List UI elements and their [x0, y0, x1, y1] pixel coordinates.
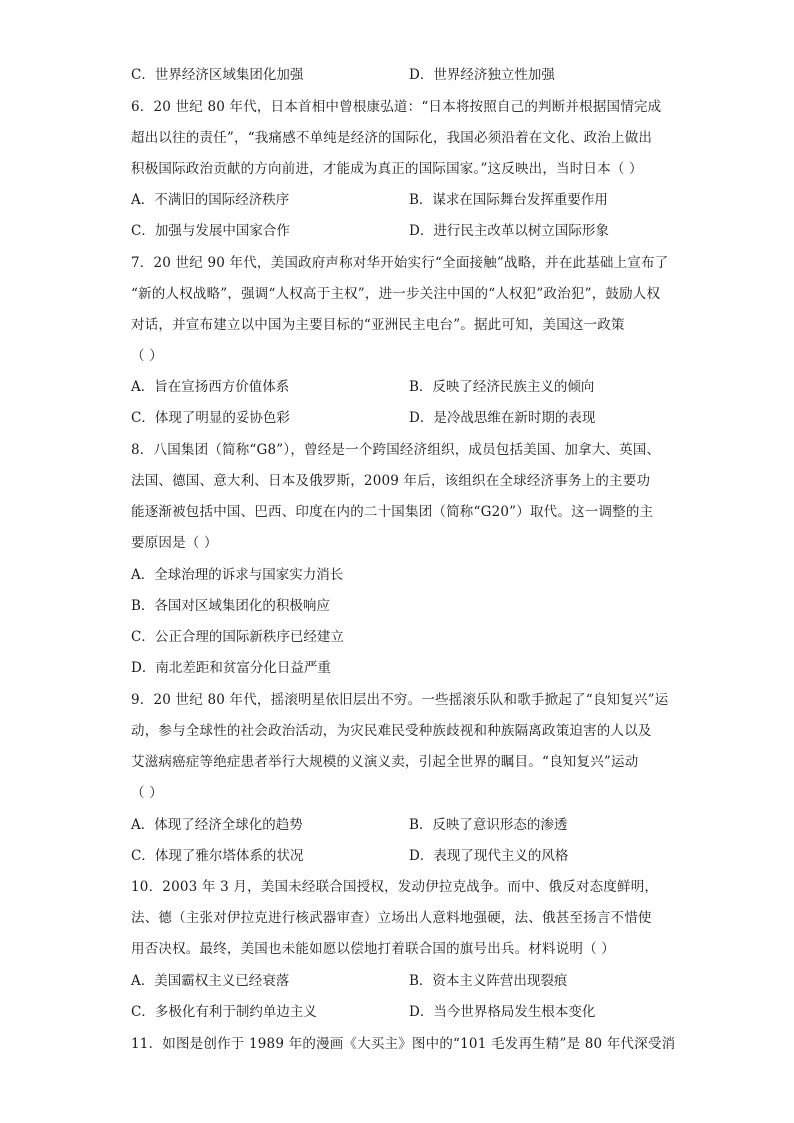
q7-option-c: C．体现了明显的妥协色彩 [131, 410, 290, 426]
q6-stem-line-2: 超出以往的责任”，“我痛感不单纯是经济的国际化，我国必须沿着在文化、政治上做出 [131, 130, 653, 146]
q8-option-b: B．各国对区域集团化的积极响应 [131, 598, 330, 614]
q6-option-d: D．进行民主改革以树立国际形象 [409, 223, 609, 239]
q10-stem-line-2: 法、德（主张对伊拉克进行核武器审查）立场出人意料地强硬，法、俄甚至扬言不惜使 [131, 910, 652, 926]
q6-option-a: A．不满旧的国际经济秩序 [131, 192, 290, 208]
q9-stem-line-2: 动，参与全球性的社会政治活动，为灾民难民受种族歧视和种族隔离政策迫害的人以及 [131, 723, 652, 739]
q7-stem-line-3: 对话，并宣布建立以中国为主要目标的“亚洲民主电台”。据此可知，美国这一政策 [131, 317, 625, 333]
q5-option-c: C．世界经济区域集团化加强 [131, 67, 304, 83]
q10-option-b: B．资本主义阵营出现裂痕 [409, 973, 568, 989]
q8-stem-line-2: 法国、德国、意大利、日本及俄罗斯，2009 年后，该组织在全球经济事务上的主要功 [131, 473, 651, 489]
q10-stem-line-1: 10．2003 年 3 月，美国未经联合国授权，发动伊拉克战争。而中、俄反对态度鲜明， [131, 879, 659, 895]
q7-option-a: A．旨在宣扬西方价值体系 [131, 379, 290, 395]
q10-option-a: A．美国霸权主义已经衰落 [131, 973, 290, 989]
q8-stem-line-4: 要原因是（ ） [131, 535, 218, 551]
q7-stem-line-2: “新的人权战略”，强调“人权高于主权”，进一步关注中国的“人权犯”政治犯”，鼓励人权 [131, 286, 661, 302]
q9-stem-line-4: （ ） [131, 785, 163, 801]
q7-stem-line-4: （ ） [131, 348, 163, 364]
q9-stem-line-3: 艾滋病癌症等绝症患者举行大规模的义演义卖，引起全世界的瞩目。“良知复兴”运动 [131, 754, 639, 770]
q5-option-d: D．世界经济独立性加强 [409, 67, 555, 83]
q9-option-a: A．体现了经济全球化的趋势 [131, 817, 303, 833]
q10-stem-line-3: 用否决权。最终，美国也未能如愿以偿地打着联合国的旗号出兵。材料说明（ ） [131, 941, 615, 957]
q7-option-d: D．是冷战思维在新时期的表现 [409, 410, 596, 426]
q9-option-d: D．表现了现代主义的风格 [409, 848, 569, 864]
q8-stem-line-3: 能逐渐被包括中国、巴西、印度在内的二十国集团（简称“G20”）取代。这一调整的主 [131, 504, 654, 520]
q8-option-d: D．南北差距和贫富分化日益严重 [131, 660, 331, 676]
q10-option-d: D．当今世界格局发生根本变化 [409, 1004, 596, 1020]
q6-option-b: B．谋求在国际舞台发挥重要作用 [409, 192, 608, 208]
q8-option-a: A．全球治理的诉求与国家实力消长 [131, 567, 344, 583]
q9-option-c: C．体现了雅尔塔体系的状况 [131, 848, 304, 864]
q6-stem-line-3: 积极国际政治贡献的方向前进，才能成为真正的国际国家。”这反映出，当时日本（ ） [131, 161, 643, 177]
q9-stem-line-1: 9．20 世纪 80 年代，摇滚明星依旧层出不穷。一些摇滚乐队和歌手掀起了“良知复兴”运 [131, 692, 669, 708]
q10-option-c: C．多极化有利于制约单边主义 [131, 1004, 317, 1020]
q6-stem-line-1: 6．20 世纪 80 年代，日本首相中曾根康弘道：“日本将按照自己的判断并根据国情完成 [131, 99, 662, 115]
q7-stem-line-1: 7．20 世纪 90 年代，美国政府声称对华开始实行“全面接触”战略，并在此基础上宣布了 [131, 255, 669, 271]
q11-stem-line-1: 11．如图是创作于 1989 年的漫画《大买主》图中的“101 毛发再生精”是 80 年代深受消 [131, 1036, 676, 1052]
q8-stem-line-1: 8．八国集团（简称“G8”），曾经是一个跨国经济组织，成员包括美国、加拿大、英国、 [131, 442, 661, 458]
q6-option-c: C．加强与发展中国家合作 [131, 223, 290, 239]
q8-option-c: C．公正合理的国际新秩序已经建立 [131, 629, 344, 645]
q9-option-b: B．反映了意识形态的渗透 [409, 817, 568, 833]
q7-option-b: B．反映了经济民族主义的倾向 [409, 379, 595, 395]
